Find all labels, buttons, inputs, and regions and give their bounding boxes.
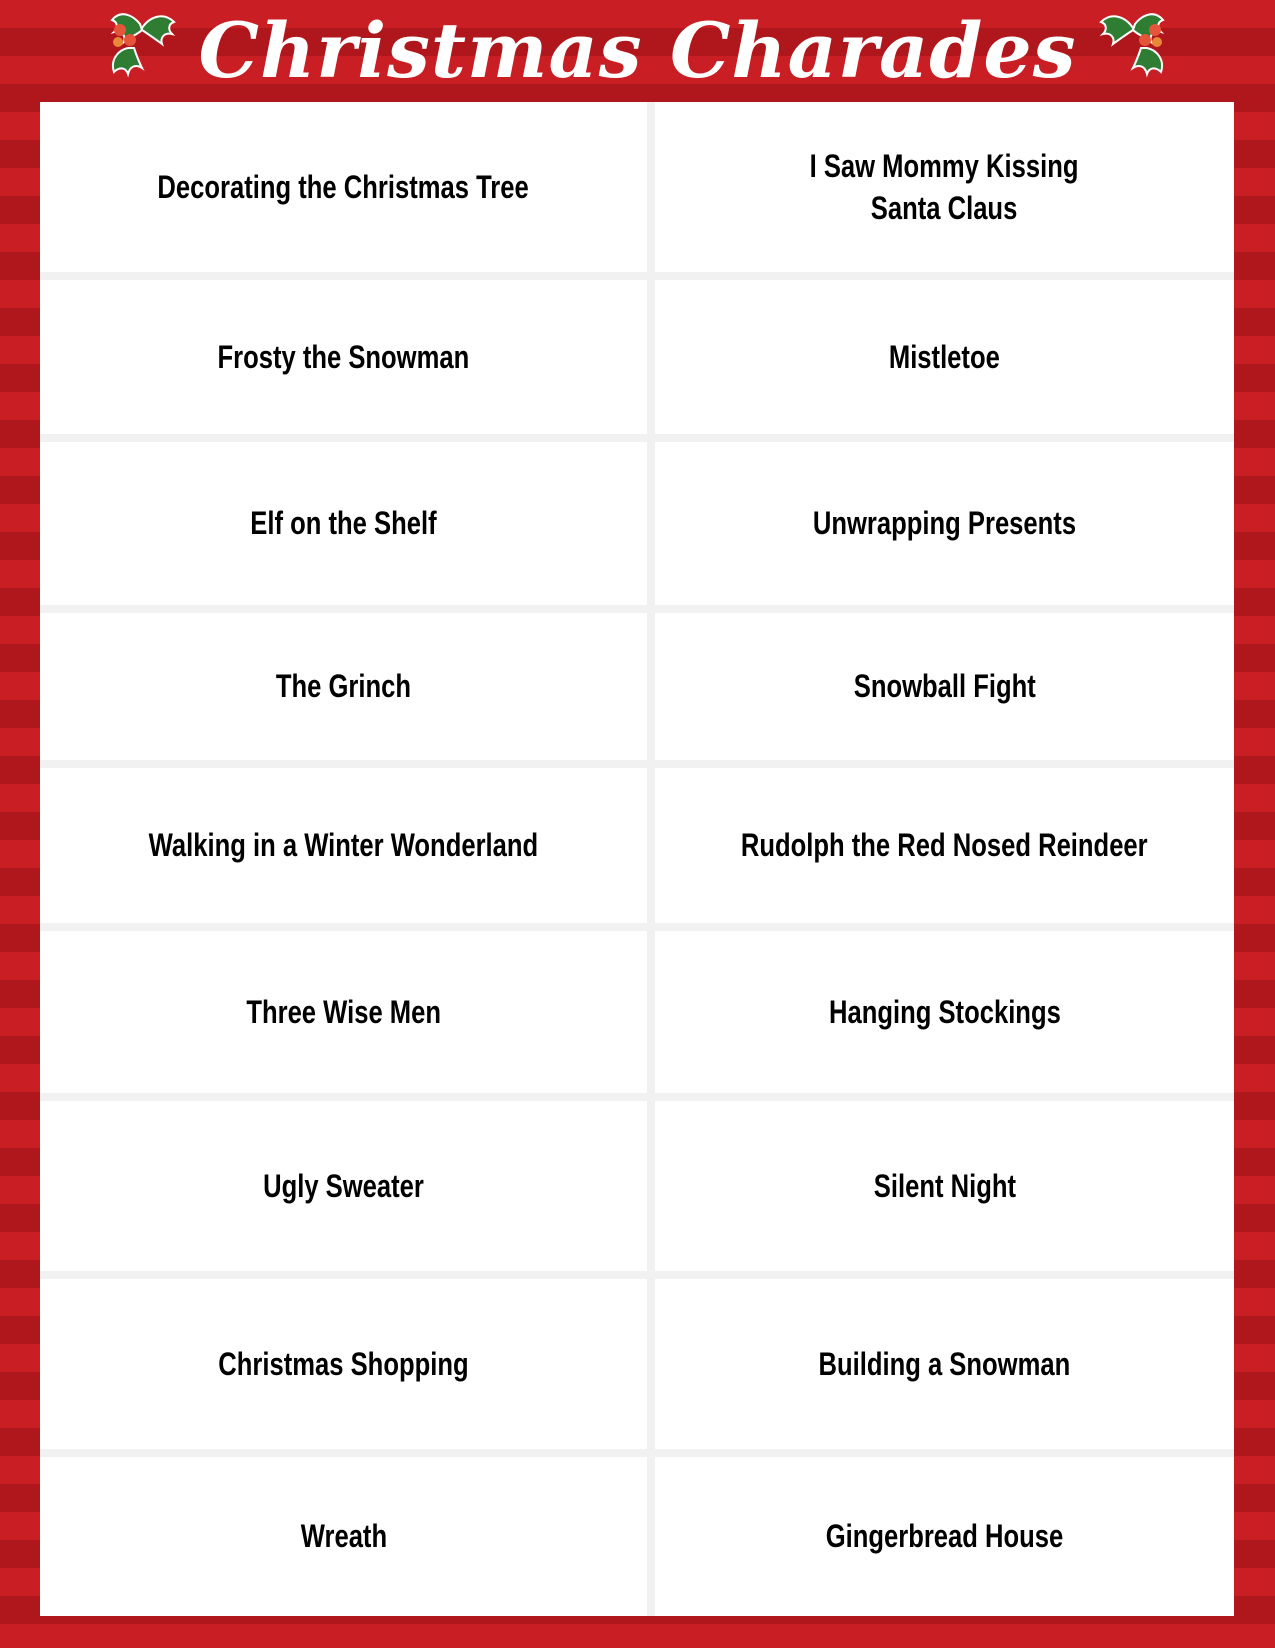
charade-prompt: Ugly Sweater	[263, 1167, 424, 1204]
charade-card	[655, 280, 1234, 442]
charade-card	[655, 1457, 1234, 1616]
page-title: Christmas Charades	[198, 6, 1077, 95]
charade-prompt: Unwrapping Presents	[812, 505, 1077, 542]
charade-prompt: Frosty the Snowman	[217, 338, 470, 375]
charade-prompt: Hanging Stockings	[828, 993, 1061, 1030]
charade-card	[40, 1279, 655, 1457]
charade-card	[40, 768, 655, 931]
charade-card	[655, 102, 1234, 280]
charade-prompt: Rudolph the Red Nosed Reindeer	[741, 827, 1148, 864]
charade-prompt: Christmas Shopping	[218, 1345, 469, 1382]
charade-prompt: I Saw Mommy Kissing Santa Claus	[810, 147, 1079, 226]
charade-prompt: Gingerbread House	[825, 1518, 1064, 1555]
charades-card-sheet	[40, 102, 1234, 1616]
charade-card	[655, 442, 1234, 613]
charade-card	[40, 1101, 655, 1279]
charade-card	[655, 613, 1234, 768]
charade-card	[40, 442, 655, 613]
holly-icon	[102, 6, 182, 96]
page-header	[0, 0, 1275, 102]
charade-prompt: Elf on the Shelf	[250, 505, 437, 542]
charade-prompt: The Grinch	[275, 668, 412, 705]
charade-prompt: Mistletoe	[889, 338, 1000, 375]
charade-prompt: Building a Snowman	[818, 1345, 1071, 1382]
charade-prompt: Three Wise Men	[246, 993, 441, 1030]
charade-prompt: Decorating the Christmas Tree	[157, 168, 530, 205]
charade-card	[40, 931, 655, 1101]
charade-card	[655, 1279, 1234, 1457]
charade-card	[655, 931, 1234, 1101]
charade-prompt: Wreath	[300, 1518, 387, 1555]
charade-card	[655, 768, 1234, 931]
charade-card	[40, 1457, 655, 1616]
charade-card	[40, 613, 655, 768]
charade-card	[655, 1101, 1234, 1279]
charade-card	[40, 102, 655, 280]
holly-icon	[1093, 6, 1173, 96]
charade-prompt: Snowball Fight	[853, 668, 1036, 705]
charade-prompt: Silent Night	[873, 1167, 1016, 1204]
charade-prompt: Walking in a Winter Wonderland	[148, 827, 539, 864]
charade-card	[40, 280, 655, 442]
